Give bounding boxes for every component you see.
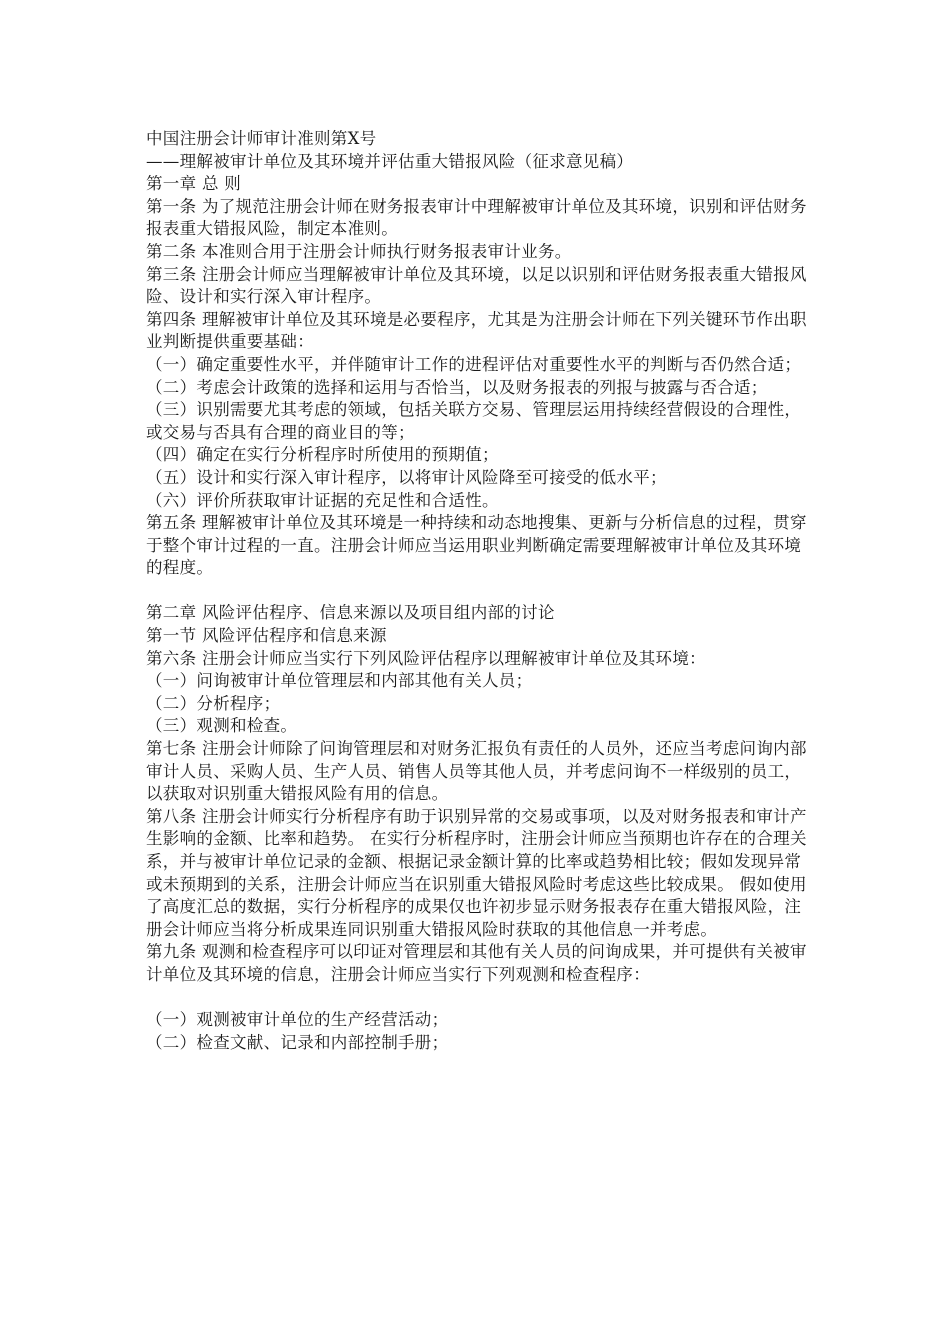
article-4-item-2: （二）考虑会计政策的选择和运用与否恰当，以及财务报表的列报与披露与否合适； <box>146 377 768 397</box>
article-9-item-2: （二）检查文献、记录和内部控制手册； <box>146 1032 449 1052</box>
document-title: 中国注册会计师审计准则第X号 <box>146 129 377 148</box>
article-7: 第七条 注册会计师除了问询管理层和对财务汇报负有责任的人员外，还应当考虑问询内部审计人员、采购人员、生产人员、销售人员等其他人员，并考虑问询不一样级别的员工，以获取对识别重大错报风险有用的信息。 <box>146 739 807 804</box>
chapter-1-heading: 第一章 总 则 <box>146 174 242 194</box>
article-6-item-2: （二）分析程序； <box>146 693 281 713</box>
article-2: 第二条 本准则合用于注册会计师执行财务报表审计业务。 <box>146 241 572 261</box>
chapter-2-heading: 第二章 风险评估程序、信息来源以及项目组内部的讨论 <box>146 603 555 623</box>
article-3: 第三条 注册会计师应当理解被审计单位及其环境，以足以识别和评估财务报表重大错报风险、设计和实行深入审计程序。 <box>146 264 807 307</box>
article-5: 第五条 理解被审计单位及其环境是一种持续和动态地搜集、更新与分析信息的过程，贯穿于整个审计过程的一直。注册会计师应当运用职业判断确定需要理解被审计单位及其环境的程度。 <box>146 513 807 578</box>
document-body <box>146 128 814 1054</box>
article-6: 第六条 注册会计师应当实行下列风险评估程序以理解被审计单位及其环境： <box>146 648 706 668</box>
article-4-item-4: （四）确定在实行分析程序时所使用的预期值； <box>146 445 499 465</box>
article-9-item-1: （一）观测被审计单位的生产经营活动； <box>146 1010 449 1030</box>
section-1-heading: 第一节 风险评估程序和信息来源 <box>146 626 387 646</box>
document-subtitle: ——理解被审计单位及其环境并评估重大错报风险（征求意见稿） <box>146 151 634 171</box>
article-8: 第八条 注册会计师实行分析程序有助于识别异常的交易或事项，以及对财务报表和审计产生影响的金额、比率和趋势。 在实行分析程序时，注册会计师应当预期也许存在的合理关系，并与被审计单位记录的金额、根据记录金额计算的比率或趋势相比较；假如发现异常或未预期到的关系，注册会计师应当在识别重大错报风险时考虑这些比较成果。 假如使用了高度汇总的数据，实行分析程序的成果仅也许初步显示财务报表存在重大错报风险，注册会计师应当将分析成果连同识别重大错报风险时获取的其他信息一并考虑。 <box>146 806 807 939</box>
blank-line <box>146 580 814 603</box>
article-4-item-5: （五）设计和实行深入审计程序，以将审计风险降至可接受的低水平； <box>146 467 667 487</box>
article-9: 第九条 观测和检查程序可以印证对管理层和其他有关人员的问询成果，并可提供有关被审计单位及其环境的信息，注册会计师应当实行下列观测和检查程序： <box>146 942 807 984</box>
article-4-item-1: （一）确定重要性水平，并伴随审计工作的进程评估对重要性水平的判断与否仍然合适； <box>146 354 802 374</box>
article-4-item-6: （六）评价所获取审计证据的充足性和合适性。 <box>146 490 499 510</box>
article-6-item-1: （一）问询被审计单位管理层和内部其他有关人员； <box>146 671 533 691</box>
article-1: 第一条 为了规范注册会计师在财务报表审计中理解被审计单位及其环境，识别和评估财务报表重大错报风险，制定本准则。 <box>146 196 807 239</box>
blank-line <box>146 987 814 1010</box>
article-4-item-3: （三）识别需要尤其考虑的领域，包括关联方交易、管理层运用持续经营假设的合理性，或交易与否具有合理的商业目的等； <box>146 400 802 442</box>
article-4: 第四条 理解被审计单位及其环境是必要程序，尤其是为注册会计师在下列关键环节作出职业判断提供重要基础： <box>146 309 807 352</box>
article-6-item-3: （三）观测和检查。 <box>146 716 298 736</box>
